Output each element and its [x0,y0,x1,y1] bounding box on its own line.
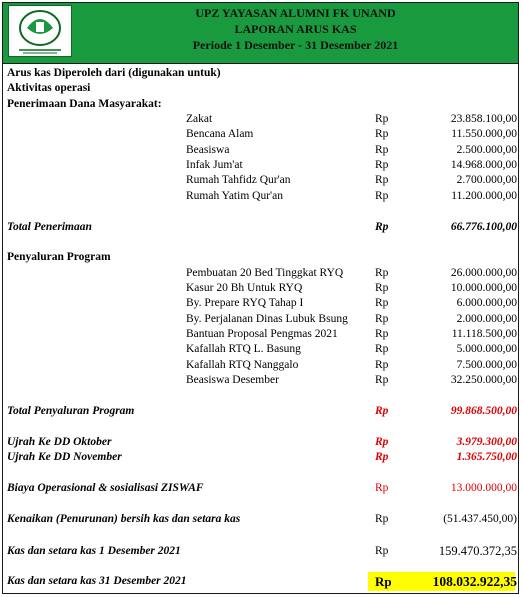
operational-cost-row [4,481,519,496]
currency: Rp [375,313,389,325]
amount: 23.858.100,00 [450,113,517,125]
distribution-heading: Penyaluran Program [7,251,111,263]
receipt-row [4,158,519,173]
item-label: Rumah Yatim Qur'an [186,190,283,202]
item-label: By. Perjalanan Dinas Lubuk Bsung [186,313,348,325]
receipt-row [4,143,519,158]
header-title: UPZ YAYASAN ALUMNI FK UNAND [195,6,396,20]
amount: 11.200.000,00 [451,190,517,202]
currency: Rp [375,574,392,589]
total-receipts-row [4,220,519,235]
currency: Rp [375,343,389,355]
item-label: Bencana Alam [186,128,254,140]
currency: Rp [375,159,389,171]
total-distribution-label: Total Penyaluran Program [7,405,135,417]
currency: Rp [375,405,389,417]
ujrah-amount: 1.365.750,00 [456,451,517,463]
amount: 14.968.000,00 [450,159,517,171]
amount: 2.500.000,00 [456,144,517,156]
header-period: Periode 1 Desember - 31 Desember 2021 [192,38,399,52]
currency: Rp [375,374,389,386]
item-label: Beasiswa [186,144,230,156]
net-change-amount: (51.437.450,00) [443,513,517,525]
currency: Rp [375,328,389,340]
distribution-row [4,327,519,342]
currency: Rp [375,174,389,186]
ujrah-label: Ujrah Ke DD November [7,451,122,463]
amount: 11.550.000,00 [451,128,517,140]
total-receipts-label: Total Penerimaan [7,221,92,233]
total-distribution-row [4,404,519,419]
currency: Rp [375,359,389,371]
net-change-row [4,512,519,527]
closing-balance-row [4,574,519,589]
currency: Rp [375,282,389,294]
operational-cost-amount: 13.000.000,00 [450,482,517,494]
total-distribution-amount: 99.868.500,00 [450,405,517,417]
amount: 5.000.000,00 [456,343,517,355]
amount: 10.000.000,00 [450,282,517,294]
ujrah-amount: 3.979.300,00 [456,436,517,448]
ujrah-label: Ujrah Ke DD Oktober [7,436,112,448]
distribution-row [4,281,519,296]
currency: Rp [375,190,389,202]
currency: Rp [375,221,389,233]
distribution-row [4,373,519,388]
item-label: Infak Jum'at [186,159,243,171]
item-label: By. Prepare RYQ Tahap I [186,297,304,309]
item-label: Zakat [186,113,213,125]
currency: Rp [375,451,389,463]
currency: Rp [375,128,389,140]
item-label: Bantuan Proposal Pengmas 2021 [186,328,338,340]
receipt-row [4,127,519,142]
currency: Rp [375,436,389,448]
amount: 6.000.000,00 [456,297,517,309]
amount: 26.000.000,00 [450,267,517,279]
item-label: Beasiswa Desember [186,374,279,386]
item-label: Kafallah RTQ Nanggalo [186,359,299,371]
item-label: Kafallah RTQ L. Basung [186,343,301,355]
amount: 7.500.000,00 [456,359,517,371]
distribution-row [4,342,519,357]
distribution-row [4,312,519,327]
currency: Rp [375,113,389,125]
amount: 2.700.000,00 [456,174,517,186]
distribution-row [4,296,519,311]
ujrah-row [4,435,519,450]
opening-balance-row [4,544,519,559]
closing-balance-amount: 108.032.922,35 [432,574,517,589]
header-report-name: LAPORAN ARUS KAS [234,22,357,36]
ujrah-row [4,450,519,465]
net-change-label: Kenaikan (Penurunan) bersih kas dan setara kas [7,513,241,525]
section-subtitle: Aktivitas operasi [7,82,91,94]
currency: Rp [375,513,389,525]
distribution-row [4,358,519,373]
amount: 32.250.000,00 [450,374,517,386]
receipt-row [4,173,519,188]
currency: Rp [375,482,389,494]
section-title: Arus kas Diperoleh dari (digunakan untuk) [7,67,221,79]
currency: Rp [375,297,389,309]
currency: Rp [375,267,389,279]
item-label: Rumah Tahfidz Qur'an [186,174,291,186]
closing-balance-label: Kas dan setara kas 31 Desember 2021 [7,575,187,587]
amount: 2.000.000,00 [456,313,517,325]
currency: Rp [375,144,389,156]
item-label: Kasur 20 Bh Untuk RYQ [186,282,303,294]
item-label: Pembuatan 20 Bed Tinggkat RYQ [186,267,344,279]
opening-balance-amount: 159.470.372,35 [438,544,517,558]
receipt-row [4,189,519,204]
distribution-row [4,266,519,281]
currency: Rp [375,545,389,557]
operational-cost-label: Biaya Operasional & sosialisasi ZISWAF [7,482,204,494]
receipts-heading: Penerimaan Dana Masyarakat: [7,98,162,110]
amount: 11.118.500,00 [451,328,517,340]
total-receipts-amount: 66.776.100,00 [450,221,517,233]
opening-balance-label: Kas dan setara kas 1 Desember 2021 [7,545,181,557]
receipt-row [4,112,519,127]
